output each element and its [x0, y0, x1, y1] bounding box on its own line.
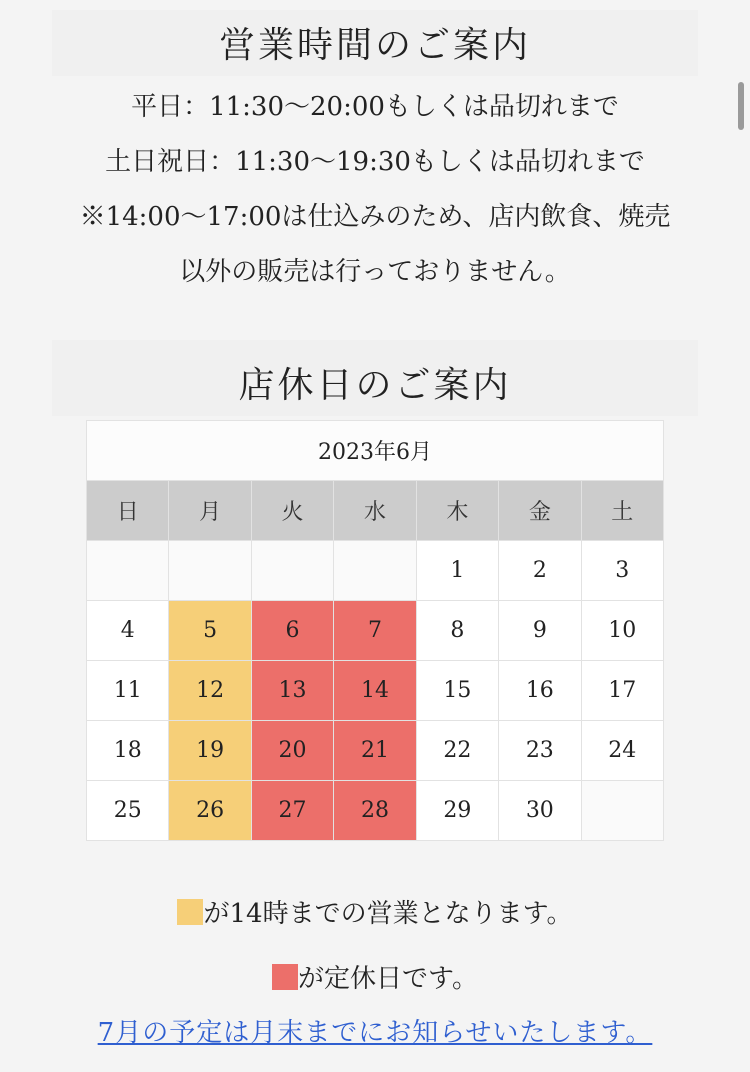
- closed-swatch: [272, 964, 298, 990]
- calendar-day: 20: [251, 721, 333, 781]
- short-hours-swatch: [177, 899, 203, 925]
- scrollbar-thumb[interactable]: [738, 82, 744, 130]
- calendar-day: 23: [499, 721, 581, 781]
- calendar-day: 21: [334, 721, 416, 781]
- calendar-day: 12: [169, 661, 251, 721]
- calendar-day: [251, 541, 333, 601]
- calendar-day: 9: [499, 601, 581, 661]
- calendar-day: [581, 781, 663, 841]
- calendar-day: 13: [251, 661, 333, 721]
- calendar-day: 6: [251, 601, 333, 661]
- calendar-day: 10: [581, 601, 663, 661]
- hours-heading: 営業時間のご案内: [52, 10, 698, 76]
- weekday-header: 金: [499, 481, 581, 541]
- calendar-week: [87, 661, 664, 721]
- calendar-day: 30: [499, 781, 581, 841]
- hours-note-line-2: 以外の販売は行っておりません。: [179, 257, 571, 287]
- calendar-day: 15: [416, 661, 498, 721]
- calendar-day: 22: [416, 721, 498, 781]
- weekday-header: 月: [169, 481, 251, 541]
- calendar-day: 26: [169, 781, 251, 841]
- calendar-day: 1: [416, 541, 498, 601]
- calendar-week: [87, 601, 664, 661]
- calendar-day: 17: [581, 661, 663, 721]
- calendar-month-label: 2023年6月: [87, 421, 664, 481]
- calendar-day: 24: [581, 721, 663, 781]
- weekday-header: 水: [334, 481, 416, 541]
- legend-short-hours-text: が14時までの営業となります。: [203, 899, 573, 929]
- weekday-header: 土: [581, 481, 663, 541]
- calendar-day: 11: [87, 661, 169, 721]
- july-schedule-link[interactable]: 7月の予定は月末までにお知らせいたします。: [97, 1018, 653, 1048]
- calendar-day: 4: [87, 601, 169, 661]
- calendar-day: 29: [416, 781, 498, 841]
- calendar-day: [169, 541, 251, 601]
- calendar-day: 28: [334, 781, 416, 841]
- legend-closed: [0, 958, 750, 995]
- weekend-hours: 土日祝日：11:30〜19:30もしくは品切れまで: [105, 147, 645, 177]
- hours-note-line-1: ※14:00〜17:00は仕込みのため、店内飲食、焼売: [79, 202, 671, 232]
- closed-days-heading: 店休日のご案内: [52, 340, 698, 416]
- calendar-week: [87, 781, 664, 841]
- calendar-day: 16: [499, 661, 581, 721]
- calendar-day: 7: [334, 601, 416, 661]
- calendar-day: [334, 541, 416, 601]
- calendar-day: [87, 541, 169, 601]
- weekday-header: 火: [251, 481, 333, 541]
- calendar-day: 27: [251, 781, 333, 841]
- calendar: [86, 420, 664, 841]
- legend-closed-text: が定休日です。: [298, 964, 478, 994]
- calendar-day: 19: [169, 721, 251, 781]
- calendar-day: 18: [87, 721, 169, 781]
- calendar-day: 3: [581, 541, 663, 601]
- calendar-day: 2: [499, 541, 581, 601]
- calendar-day: 5: [169, 601, 251, 661]
- calendar-week: [87, 721, 664, 781]
- weekday-header: 木: [416, 481, 498, 541]
- calendar-week: [87, 541, 664, 601]
- calendar-day: 8: [416, 601, 498, 661]
- weekday-hours: 平日：11:30〜20:00もしくは品切れまで: [131, 92, 619, 122]
- weekday-header: 日: [87, 481, 169, 541]
- legend-short-hours: [0, 893, 750, 930]
- calendar-day: 14: [334, 661, 416, 721]
- calendar-day: 25: [87, 781, 169, 841]
